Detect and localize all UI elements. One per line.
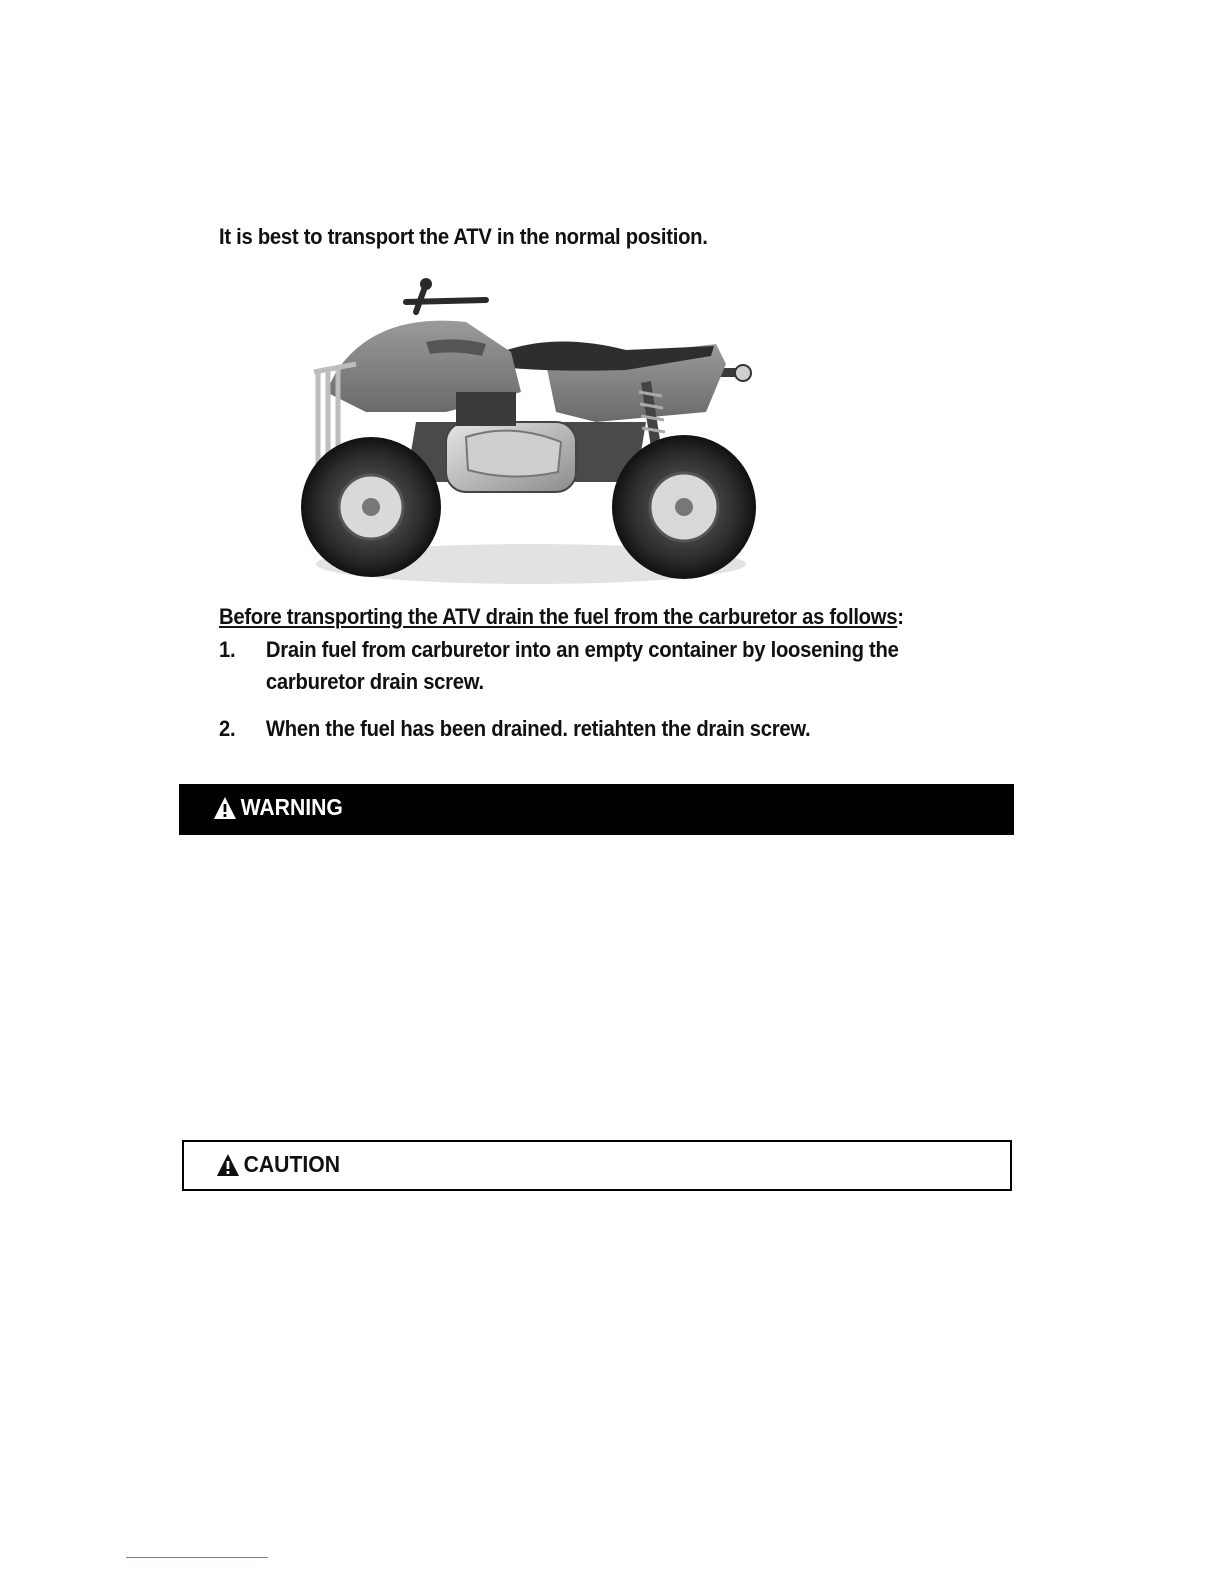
step-text: Drain fuel from carburetor into an empty container by loosening the carburetor drain screw. [265, 637, 899, 694]
procedure-step-2 [219, 713, 993, 745]
caution-banner [182, 1140, 1012, 1191]
step-number: 1. [219, 637, 236, 662]
caution-label [216, 1151, 340, 1178]
caution-triangle-icon [216, 1153, 240, 1177]
intro-text: It is best to transport the ATV in the normal position. [219, 224, 708, 249]
warning-triangle-icon [213, 796, 237, 820]
step-number: 2. [219, 716, 236, 741]
warning-label [213, 794, 343, 821]
caution-text: CAUTION [243, 1151, 340, 1177]
procedure-heading-text: Before transporting the ATV drain the fuel from the carburetor as follows [219, 604, 898, 629]
warning-text: WARNING [240, 794, 343, 820]
step-text: When the fuel has been drained. retiahten the drain screw. [265, 716, 811, 741]
procedure-heading [219, 604, 904, 630]
procedure-heading-colon: : [897, 604, 904, 629]
warning-banner [179, 784, 1014, 835]
footnote-rule [126, 1557, 268, 1558]
atv-illustration [296, 272, 766, 592]
atv-photo [296, 272, 766, 592]
procedure-step-1 [219, 634, 993, 698]
